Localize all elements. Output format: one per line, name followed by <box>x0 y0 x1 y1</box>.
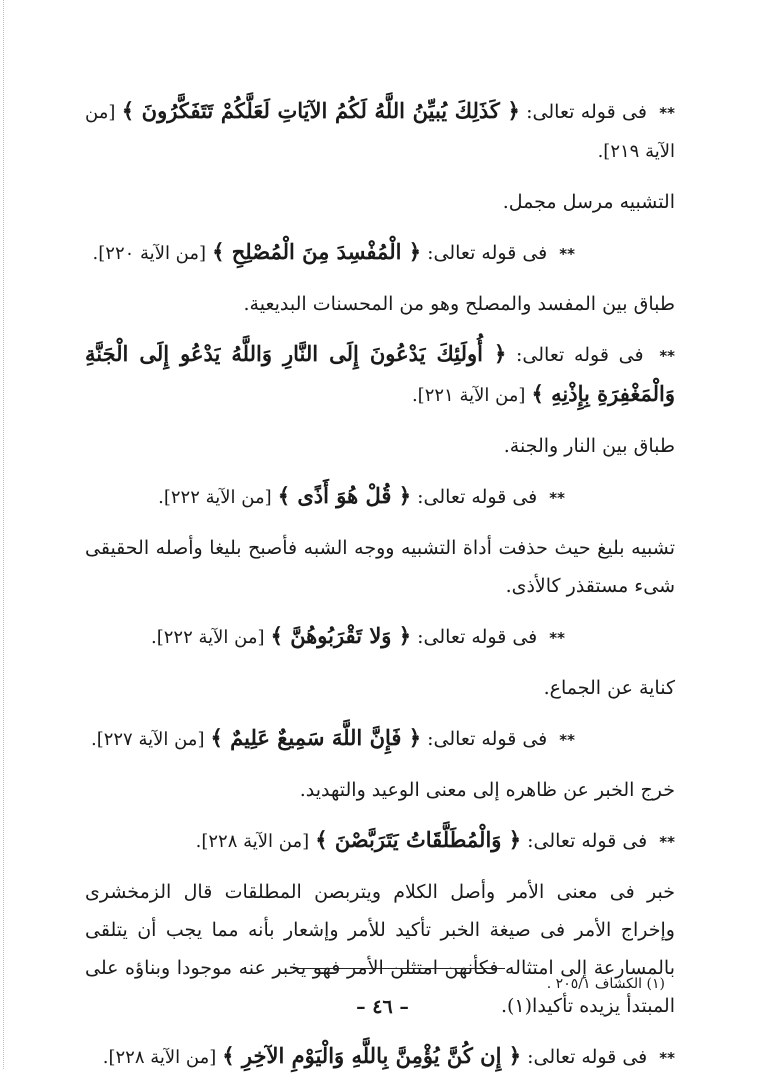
verse-lead: فى قوله تعالى: <box>526 101 647 123</box>
quran-text: ﴿ وَالْمُطَلَّقَاتُ يَتَرَبَّصْنَ ﴾ <box>315 827 522 852</box>
verse-219 <box>85 92 675 171</box>
verse-marker: ** <box>659 833 675 851</box>
verse-reference: [من الآية ٢٢٢]. <box>151 627 265 648</box>
verse-reference: [من الآية ٢٢٢]. <box>158 487 272 508</box>
verse-reference: [من الآية ٢٢٧]. <box>90 729 205 750</box>
verse-220 <box>85 233 675 273</box>
page-edge-mark <box>3 0 5 1069</box>
verse-marker: ** <box>659 1049 675 1067</box>
footnote: (١) الكشاف ٢٠٥/١ . <box>546 976 665 992</box>
commentary: كناية عن الجماع. <box>543 677 675 699</box>
commentary: خبر فى معنى الأمر وأصل الكلام ويتربصن المطلقات قال الزمخشرى وإخراج الأمر فى صيغة الخبر تأكيد للأمر وإشعار بأنه مما يجب أن يتلقى بالمسارعة إلى امتثاله فكأنهن امتثلن الأمر فهو يخبر عنه موجودا وبناؤه على المبتدأ يزيده تأكيدا(١). <box>85 881 675 1017</box>
quran-text: ﴿ أُولَئِكَ يَدْعُونَ إِلَى النَّارِ وَاللَّهُ يَدْعُو إِلَى الْجَنَّةِ وَالْمَغْفِرَةِ بِإِذْنِهِ ﴾ <box>85 341 675 406</box>
verse-lead: فى قوله تعالى: <box>417 626 538 648</box>
verse-reference: [من الآية ٢٢٨]. <box>195 831 310 852</box>
quran-text: ﴿ إِن كُنَّ يُؤْمِنَّ بِاللَّهِ وَالْيَوْمِ الآخِرِ ﴾ <box>222 1043 522 1068</box>
quran-text: ﴿ قُلْ هُوَ أَذًى ﴾ <box>277 483 412 508</box>
verse-228-a <box>85 821 675 861</box>
verse-marker: ** <box>559 245 575 263</box>
verse-lead: فى قوله تعالى: <box>527 1046 648 1068</box>
quran-text: ﴿ الْمُفْسِدَ مِنَ الْمُصْلِحِ ﴾ <box>212 239 422 264</box>
verse-reference: [من الآية ٢٢٠]. <box>92 243 207 264</box>
verse-lead: فى قوله تعالى: <box>527 830 648 852</box>
verse-222-b <box>85 617 675 657</box>
verse-marker: ** <box>659 347 676 365</box>
commentary: تشبيه بليغ حيث حذفت أداة التشبيه ووجه الشبه فأصبح بليغا وأصله الحقيقى شىء مستقذر كالأذى. <box>85 537 675 597</box>
verse-221 <box>85 335 675 415</box>
verse-marker: ** <box>549 489 565 507</box>
page-number: – ٤٦ – <box>356 996 409 1018</box>
quran-text: ﴿ وَلا تَقْرَبُوهُنَّ ﴾ <box>270 623 412 648</box>
verse-lead: فى قوله تعالى: <box>427 728 548 750</box>
verse-228-b <box>85 1037 675 1077</box>
verse-lead: فى قوله تعالى: <box>417 486 538 508</box>
commentary: خرج الخبر عن ظاهره إلى معنى الوعيد والتهديد. <box>299 779 675 801</box>
verse-227 <box>85 719 675 759</box>
verse-222-a <box>85 477 675 517</box>
verse-marker: ** <box>549 629 565 647</box>
page-body <box>85 92 675 1089</box>
quran-text: ﴿ فَإِنَّ اللَّهَ سَمِيعٌ عَلِيمٌ ﴾ <box>210 725 422 750</box>
verse-reference: [من الآية ٢١٩]. <box>85 102 675 162</box>
quran-text: ﴿ كَذَلِكَ يُبيِّنُ اللَّهُ لَكُمُ الآيَاتِ لَعَلَّكُمْ تَتَفَكَّرُونَ ﴾ <box>121 98 520 123</box>
verse-marker: ** <box>659 104 675 122</box>
footnote-divider <box>293 968 505 969</box>
verse-reference: [من الآية ٢٢٨]. <box>102 1047 217 1068</box>
commentary: طباق بين المفسد والمصلح وهو من المحسنات البديعية. <box>243 293 675 315</box>
verse-lead: فى قوله تعالى: <box>516 344 644 366</box>
commentary: التشبيه مرسل مجمل. <box>502 191 675 213</box>
verse-reference: [من الآية ٢٢١]. <box>411 385 526 406</box>
verse-marker: ** <box>559 731 575 749</box>
commentary: طباق بين النار والجنة. <box>503 435 675 457</box>
verse-lead: فى قوله تعالى: <box>427 242 548 264</box>
